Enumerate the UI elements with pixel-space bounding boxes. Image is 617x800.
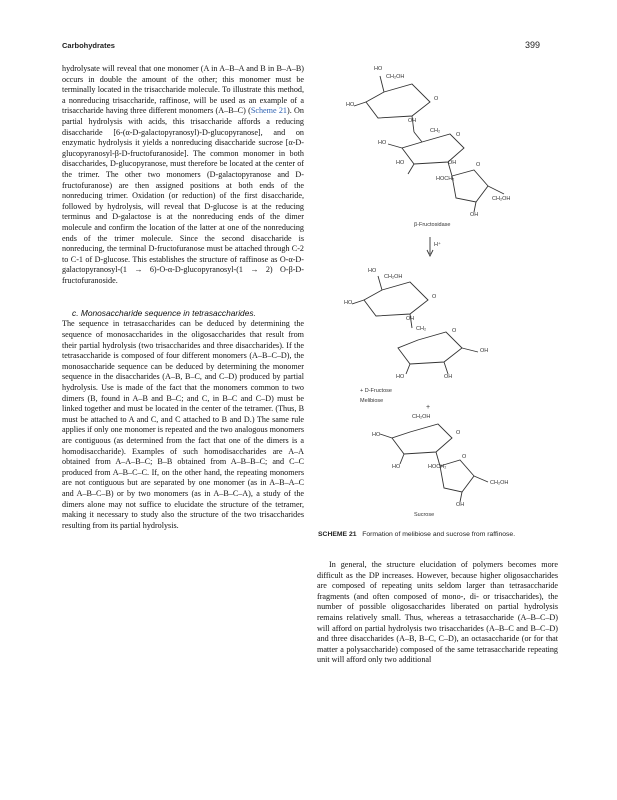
product3-label: Sucrose — [414, 512, 435, 518]
atom-label: HOCH₂ — [428, 464, 447, 470]
atom-label: OH — [470, 212, 479, 218]
atom-label: CH₂OH — [490, 480, 509, 486]
plus-sign: + — [426, 404, 431, 411]
melibiose-galactose-ring — [364, 282, 428, 316]
atom-label: HOCH₂ — [436, 176, 455, 182]
caption-label: SCHEME 21 — [318, 531, 357, 538]
paragraph-tetrasaccharides: The sequence in tetrasaccharides can be deduced by determining the sequence of monosaccharides in the oligosaccharides that result from their partial hydrolysis (two trisaccharides and three disaccharides). If the tetrasaccharide is composed of four different monomers (A–B–C–D), the monosaccharide sequence can be deduced by determining the monomer sequence in the disaccharides (A–B, B–C, and C–D) produced by partial hydrolysis. Use is made of the fact that the monomers common to two dimers (B, found in A–B and B–C; and C, in B–C and C–D) must be linked together and must be located in the center of the tetramer. (Thus, B must be attached to A and C, and C attached to B and D.) The same rule applies if only one monomer is repeated and the two analogous monomers are contiguous (as determined from the fact that one of the dimers is a homodisaccharide). Examples of such homodisaccharides are A–A obtained from A–A–B–C; B–B obtained from A–B–B–C; and C–C produced from A–B–C–C. If, on the other hand, the repeating monomers are not contiguous but are separated by one monomer (as in A–B–A–C and A–B–C–B) or by two monomers (as in A–B–C–A), a study of the dimers alone may not suffice to elucidate the structure of the tetramer, making it necessary to study also the structure of the two trisaccharides resulting from its partial hydrolysis. — [62, 319, 304, 530]
acid-label: H⁺ — [434, 242, 441, 248]
section-heading: c. Monosaccharide sequence in tetrasaccharides. — [72, 308, 256, 319]
atom-label: O — [432, 294, 437, 300]
paragraph-text: ). On partial hydrolysis with acids, this trisaccharide affords a reducing disaccharide [6-(α-D-galactopyranosyl)-D-glucopyranose], and on enzymatic hydrolysis it yields a nonreducing disaccharide sucrose [α-D-glucopyranosyl-β-D-fructofuranoside]. The common monomer in both disaccharides, D-glucopyranose, must therefore be located at the center of the trimer. The other two monomers (D-galactopyranose and D-fructofuranose) are then assigned positions at both ends of the nonreducing trimer. Oxidation (or reduction) of the first disaccharide, followed by hydrolysis, will reveal that D-glucose is at the reducing terminus and D-galactose is at the nonreducing ends of the dimer molecule and confirm the location of the latter at one of the nonreducing ends of the trimer molecule. Since the second disaccharide is nonreducing, the terminal D-fructofuranose must be attached through C-2 to C-1 of D-glucose. This establishes the structure of raffinose as O-α-D-galactopyranosyl-(1 → 6)-O-α-D-glucopyranosyl-(1 → 2) O-β-D-fructofuranoside. — [62, 106, 304, 285]
paragraph-raffinose — [62, 64, 304, 286]
atom-label: OH — [456, 502, 465, 508]
atom-label: O — [456, 430, 461, 436]
paragraph-text: hydrolysate will reveal that one monomer (A in A–B–A and B in B–A–B) occurs in double the amount of the other; this monomer must be terminally located in the trisaccharide molecule. To illustrate this method, a nonreducing trisaccharide, raffinose, will be used as an example of a trisaccharide having three different monomers (A–B–C) ( — [62, 64, 304, 116]
enzyme-label: β-Fructosidase — [414, 222, 451, 228]
scheme-21-figure — [344, 62, 562, 527]
atom-label: O — [462, 454, 467, 460]
atom-label: HO — [396, 374, 405, 380]
atom-label: HO — [372, 432, 381, 438]
atom-label: OH — [448, 160, 457, 166]
fructose-ring — [452, 170, 488, 202]
atom-label: HO — [392, 464, 401, 470]
galactose-ring — [366, 84, 430, 118]
product2-label: Melibiose — [360, 398, 384, 404]
atom-label: CH₂OH — [384, 274, 403, 280]
paragraph-polymers: In general, the structure elucidation of polymers becomes more difficult as the DP increases. However, because higher oligosaccharides are composed of repeating units seldom larger than tetrasaccharide fragments (and often composed of mono-, di- or trisaccharides), the number of possible oligosaccharides liberated on partial hydrolysis remains relatively small. Thus, whereas a tetrasaccharide (A–B–C–D) will afford on partial hydrolysis two trisaccharides (A–B–C and B–C–D) and three disaccharides (A–B, B–C, C–D), an octasaccharide (or for that matter a polysaccharide) composed of the same tetrasaccharide repeating unit will afford only two additional — [317, 560, 558, 665]
page-number: 399 — [525, 40, 541, 50]
product1-label: + D-Fructose — [360, 388, 392, 394]
melibiose-glucose-ring — [398, 332, 462, 364]
atom-label: O — [452, 328, 457, 334]
caption-text: Formation of melibiose and sucrose from raffinose. — [362, 531, 516, 538]
atom-label: HO — [396, 160, 405, 166]
atom-label: CH₂ — [416, 326, 427, 332]
atom-label: CH₂OH — [492, 196, 511, 202]
atom-label: OH — [444, 374, 453, 380]
atom-label: O — [456, 132, 461, 138]
atom-label: CH₂OH — [412, 414, 431, 420]
atom-label: HO — [374, 66, 383, 72]
atom-label: O — [434, 96, 439, 102]
atom-label: HO — [344, 300, 353, 306]
atom-label: CH₂OH — [386, 74, 405, 80]
atom-label: OH — [480, 348, 489, 354]
running-title: Carbohydrates — [62, 41, 115, 50]
left-column — [62, 64, 304, 531]
atom-label: O — [476, 162, 481, 168]
atom-label: OH — [406, 316, 415, 322]
atom-label: HO — [378, 140, 387, 146]
atom-label: HO — [368, 268, 377, 274]
atom-label: OH — [408, 118, 417, 124]
atom-label: HO — [346, 102, 355, 108]
scheme-caption — [318, 531, 563, 538]
scheme-21-link[interactable]: Scheme 21 — [250, 106, 287, 116]
sucrose-glucose-ring — [392, 424, 452, 454]
atom-label: CH₂ — [430, 128, 441, 134]
right-column — [317, 560, 558, 666]
